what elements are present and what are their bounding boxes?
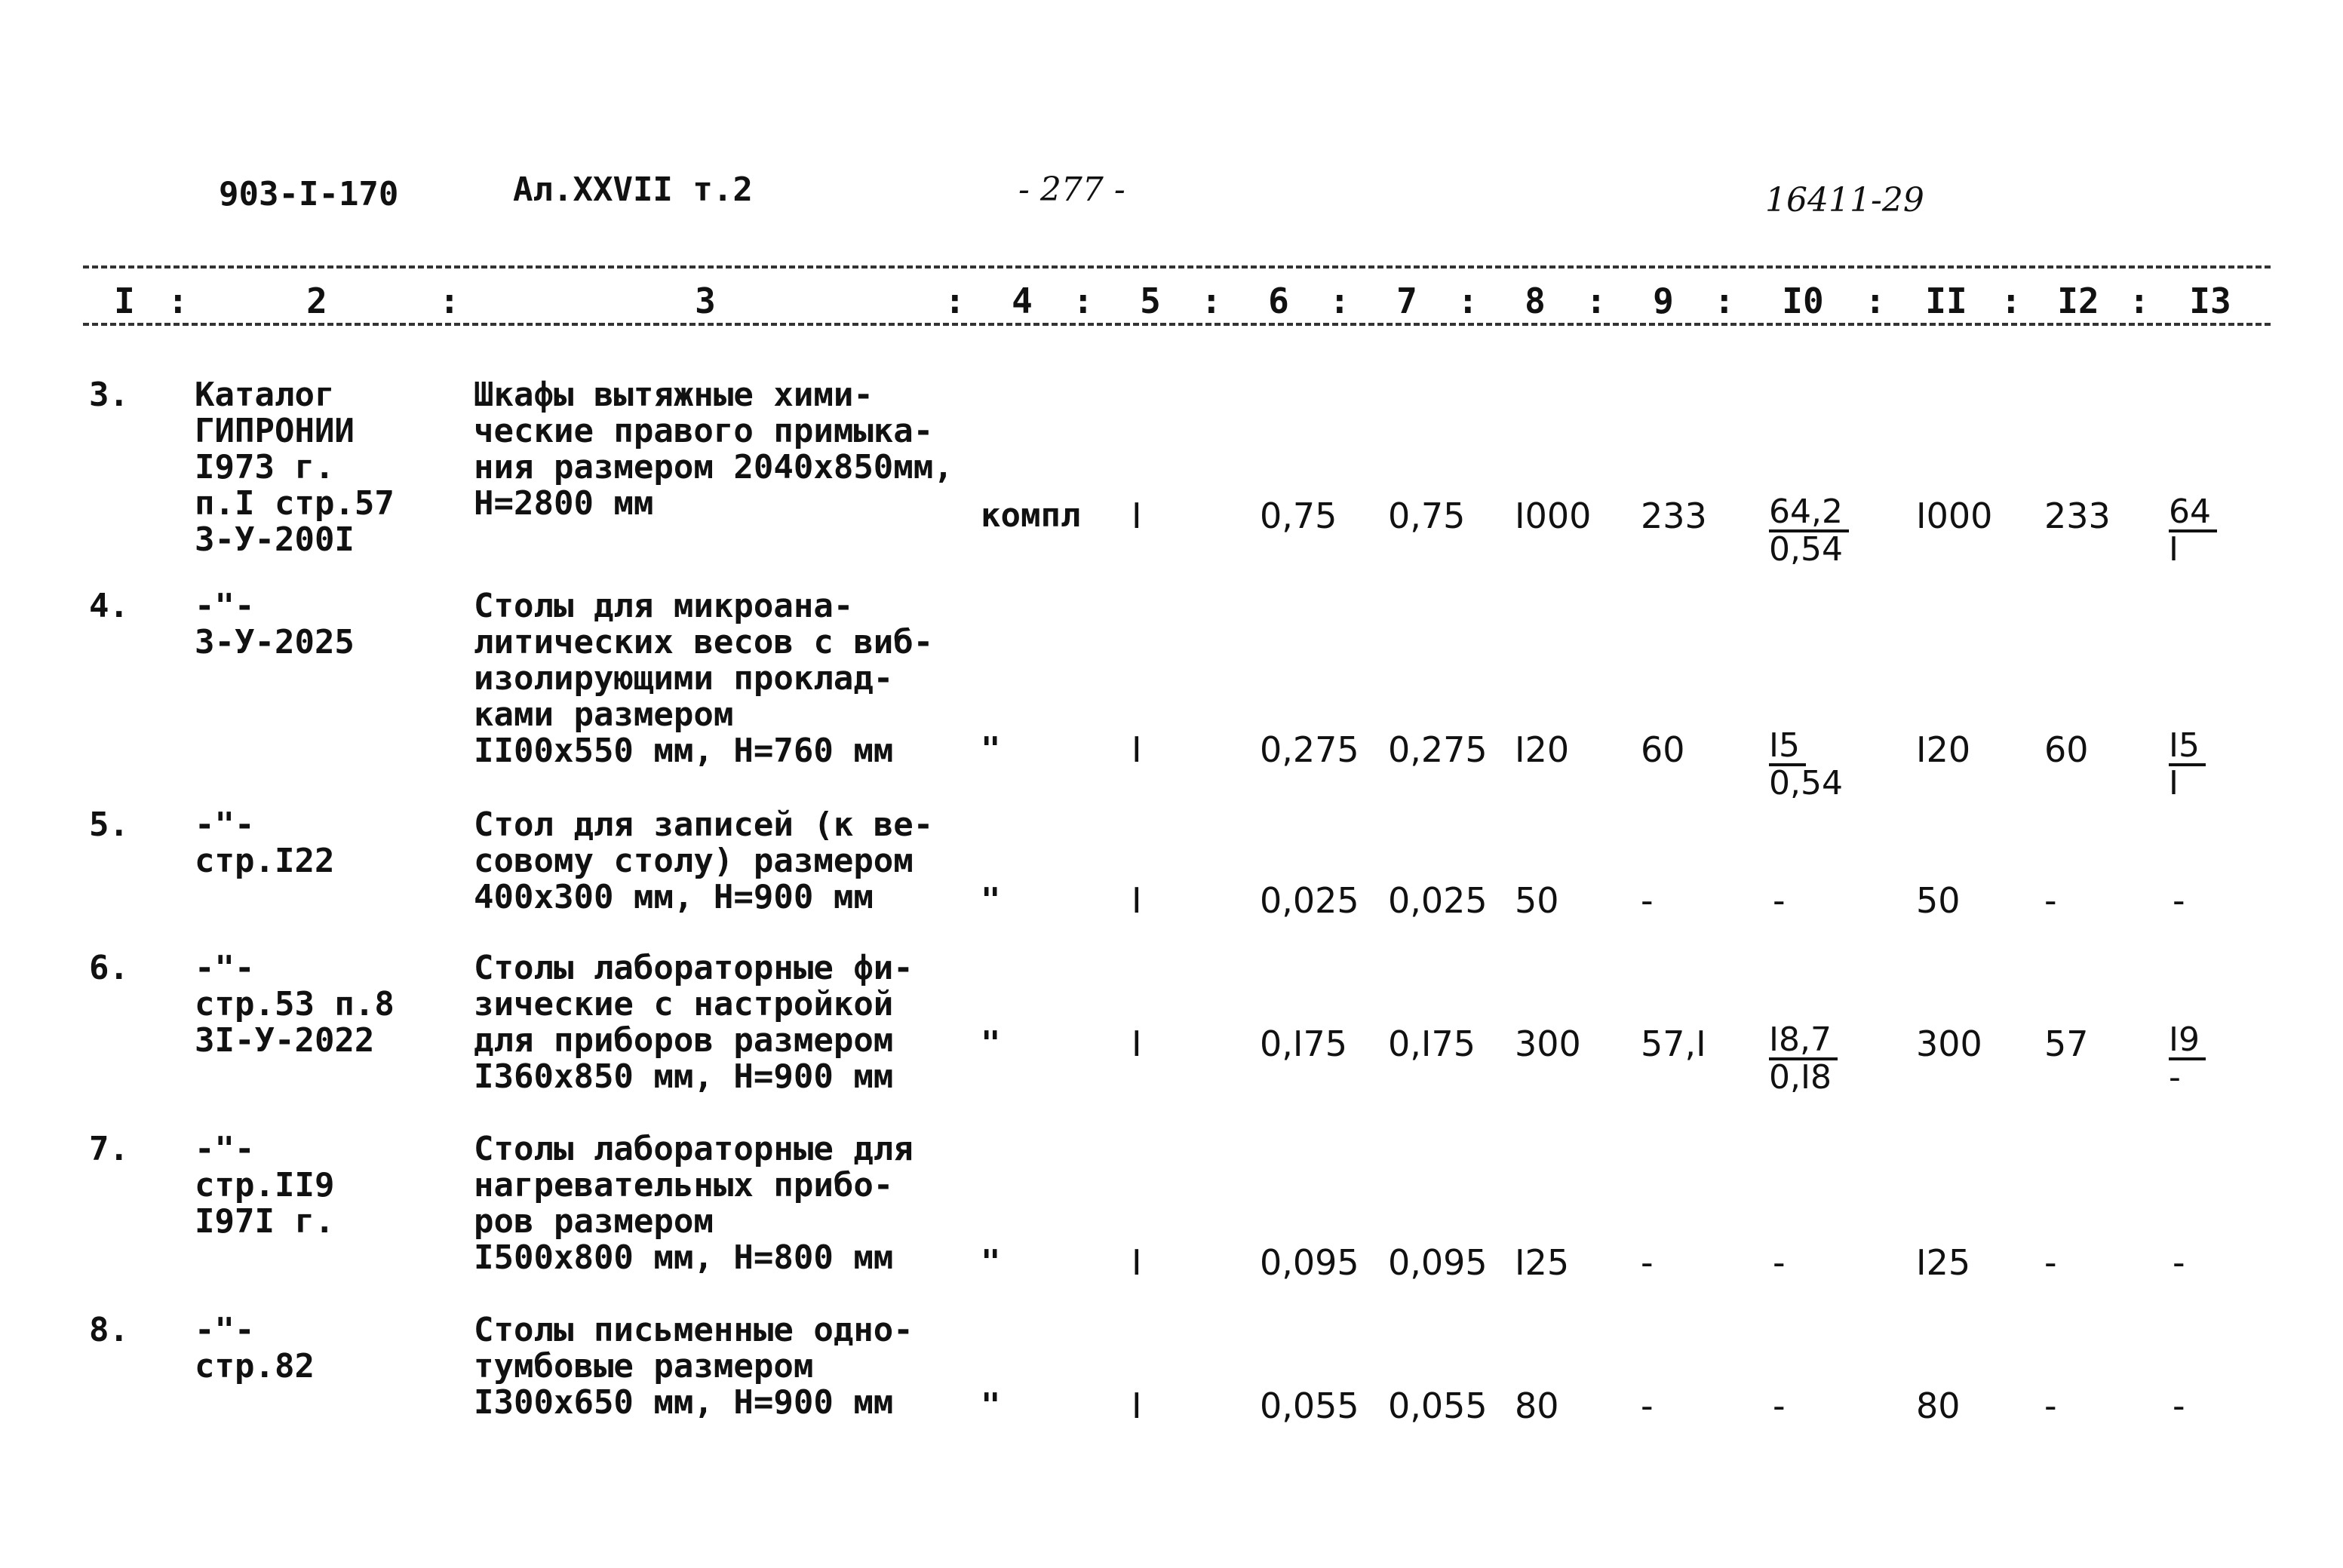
table-top-rule bbox=[83, 265, 2271, 268]
fraction-numerator: I9 bbox=[2169, 1023, 2206, 1060]
value-col-11: 50 bbox=[1916, 880, 1961, 921]
value-col-10: - bbox=[1773, 1242, 1786, 1283]
value-col-9: 60 bbox=[1641, 729, 1685, 770]
value-col-9: - bbox=[1641, 880, 1654, 921]
value-col-7: 0,055 bbox=[1388, 1385, 1488, 1426]
value-col-8: 50 bbox=[1515, 880, 1559, 921]
quantity: I bbox=[1132, 496, 1142, 536]
fraction-numerator: 64,2 bbox=[1769, 495, 1849, 532]
value-col-7: 0,025 bbox=[1388, 880, 1488, 921]
value-col-11: 300 bbox=[1916, 1023, 1982, 1064]
column-separator: : bbox=[1865, 281, 1886, 321]
column-number-12: I2 bbox=[2057, 281, 2099, 321]
source-reference: Каталог ГИПРОНИИ I973 г. п.I стр.57 3-У-200I bbox=[195, 376, 395, 559]
fraction-denominator: I bbox=[2169, 764, 2179, 802]
value-col-7: 0,275 bbox=[1388, 729, 1488, 770]
column-separator: : bbox=[439, 281, 460, 321]
fraction-cell-c10 bbox=[1769, 492, 1849, 569]
column-separator: : bbox=[944, 281, 966, 321]
value-col-12: 233 bbox=[2044, 496, 2111, 536]
column-number-9: 9 bbox=[1653, 281, 1674, 321]
value-col-13: - bbox=[2173, 880, 2185, 921]
source-reference: -"- 3-У-2025 bbox=[195, 587, 355, 661]
value-col-12: - bbox=[2044, 880, 2057, 921]
quantity: I bbox=[1132, 729, 1142, 770]
column-separator: : bbox=[167, 281, 189, 321]
column-separator: : bbox=[1201, 281, 1222, 321]
fraction-numerator: I5 bbox=[2169, 729, 2206, 766]
value-col-10: - bbox=[1773, 880, 1786, 921]
value-col-6: 0,275 bbox=[1260, 729, 1359, 770]
fraction-cell-c10 bbox=[1769, 1020, 1838, 1097]
value-col-6: 0,055 bbox=[1260, 1385, 1359, 1426]
column-separator: : bbox=[1329, 281, 1350, 321]
unit-of-measure: " bbox=[981, 881, 1001, 919]
fraction-denominator: - bbox=[2169, 1058, 2181, 1097]
handwritten-number: 16411-29 bbox=[1765, 181, 1924, 219]
item-description: Столы лабораторные фи- зические с настройкой для приборов размером I360х850 мм, Н=900 мм bbox=[474, 949, 914, 1096]
value-col-11: I25 bbox=[1916, 1242, 1971, 1283]
quantity: I bbox=[1132, 1385, 1142, 1426]
row-number: 8. bbox=[89, 1311, 129, 1349]
value-col-8: I20 bbox=[1515, 729, 1570, 770]
page-number: - 277 - bbox=[1018, 170, 1125, 209]
value-col-6: 0,025 bbox=[1260, 880, 1359, 921]
column-number-6: 6 bbox=[1268, 281, 1289, 321]
value-col-9: 233 bbox=[1641, 496, 1707, 536]
value-col-6: 0,75 bbox=[1260, 496, 1337, 536]
row-number: 5. bbox=[89, 805, 129, 844]
item-description: Столы для микроана- литических весов с виб- изолирующими проклад- ками размером II00х550 мм, Н=760 мм bbox=[474, 587, 934, 770]
unit-of-measure: компл bbox=[981, 496, 1081, 535]
column-number-4: 4 bbox=[1012, 281, 1033, 321]
value-col-9: - bbox=[1641, 1385, 1654, 1426]
column-separator: : bbox=[1073, 281, 1094, 321]
fraction-denominator: 0,I8 bbox=[1769, 1058, 1832, 1097]
fraction-numerator: 64 bbox=[2169, 495, 2217, 532]
value-col-7: 0,I75 bbox=[1388, 1023, 1476, 1064]
item-description: Шкафы вытяжные хими- ческие правого примыка- ния размером 2040х850мм, Н=2800 мм bbox=[474, 376, 953, 523]
row-number: 6. bbox=[89, 949, 129, 987]
value-col-13: - bbox=[2173, 1242, 2185, 1283]
source-reference: -"- стр.II9 I97I г. bbox=[195, 1130, 335, 1241]
column-number-8: 8 bbox=[1525, 281, 1546, 321]
unit-of-measure: " bbox=[981, 730, 1001, 769]
column-number-3: 3 bbox=[695, 281, 716, 321]
column-number-10: I0 bbox=[1782, 281, 1824, 321]
value-col-12: - bbox=[2044, 1242, 2057, 1283]
quantity: I bbox=[1132, 1023, 1142, 1064]
fraction-numerator: I8,7 bbox=[1769, 1023, 1838, 1060]
item-description: Столы письменные одно- тумбовые размером I300х650 мм, Н=900 мм bbox=[474, 1311, 914, 1422]
item-description: Столы лабораторные для нагревательных прибо- ров размером I500х800 мм, Н=800 мм bbox=[474, 1130, 914, 1277]
fraction-denominator: I bbox=[2169, 530, 2179, 569]
row-number: 3. bbox=[89, 376, 129, 414]
unit-of-measure: " bbox=[981, 1024, 1001, 1063]
source-reference: -"- стр.82 bbox=[195, 1311, 315, 1385]
column-separator: : bbox=[2129, 281, 2150, 321]
column-number-11: II bbox=[1925, 281, 1967, 321]
unit-of-measure: " bbox=[981, 1386, 1001, 1425]
column-number-7: 7 bbox=[1396, 281, 1417, 321]
column-number-5: 5 bbox=[1140, 281, 1161, 321]
column-number-1: I bbox=[114, 281, 135, 321]
value-col-11: I000 bbox=[1916, 496, 1993, 536]
fraction-cell-c13 bbox=[2169, 726, 2206, 802]
value-col-6: 0,I75 bbox=[1260, 1023, 1347, 1064]
fraction-cell-c13 bbox=[2169, 492, 2217, 569]
value-col-6: 0,095 bbox=[1260, 1242, 1359, 1283]
value-col-13: - bbox=[2173, 1385, 2185, 1426]
fraction-cell-c13 bbox=[2169, 1020, 2206, 1097]
value-col-7: 0,095 bbox=[1388, 1242, 1488, 1283]
value-col-8: 80 bbox=[1515, 1385, 1559, 1426]
value-col-11: I20 bbox=[1916, 729, 1971, 770]
value-col-8: I000 bbox=[1515, 496, 1592, 536]
row-number: 7. bbox=[89, 1130, 129, 1168]
value-col-9: - bbox=[1641, 1242, 1654, 1283]
column-separator: : bbox=[1586, 281, 1607, 321]
item-description: Стол для записей (к ве- совому столу) размером 400х300 мм, Н=900 мм bbox=[474, 805, 934, 916]
value-col-8: 300 bbox=[1515, 1023, 1581, 1064]
value-col-10: - bbox=[1773, 1385, 1786, 1426]
column-separator: : bbox=[2001, 281, 2022, 321]
value-col-8: I25 bbox=[1515, 1242, 1570, 1283]
column-number-13: I3 bbox=[2189, 281, 2231, 321]
column-number-rule bbox=[83, 323, 2271, 326]
fraction-denominator: 0,54 bbox=[1769, 764, 1843, 802]
column-number-row bbox=[83, 281, 2271, 326]
source-reference: -"- стр.I22 bbox=[195, 805, 335, 880]
value-col-12: 57 bbox=[2044, 1023, 2089, 1064]
quantity: I bbox=[1132, 880, 1142, 921]
fraction-numerator: I5 bbox=[1769, 729, 1806, 766]
column-number-2: 2 bbox=[306, 281, 327, 321]
source-reference: -"- стр.53 п.8 3I-У-2022 bbox=[195, 949, 395, 1060]
column-separator: : bbox=[1457, 281, 1479, 321]
doc-code: 903-I-170 bbox=[219, 175, 399, 213]
quantity: I bbox=[1132, 1242, 1142, 1283]
value-col-12: - bbox=[2044, 1385, 2057, 1426]
value-col-12: 60 bbox=[2044, 729, 2089, 770]
unit-of-measure: " bbox=[981, 1243, 1001, 1281]
value-col-7: 0,75 bbox=[1388, 496, 1466, 536]
fraction-denominator: 0,54 bbox=[1769, 530, 1843, 569]
value-col-11: 80 bbox=[1916, 1385, 1961, 1426]
row-number: 4. bbox=[89, 587, 129, 625]
column-separator: : bbox=[1714, 281, 1735, 321]
album-reference: Ал.XXVII т.2 bbox=[513, 170, 753, 209]
value-col-9: 57,I bbox=[1641, 1023, 1706, 1064]
fraction-cell-c10 bbox=[1769, 726, 1843, 802]
